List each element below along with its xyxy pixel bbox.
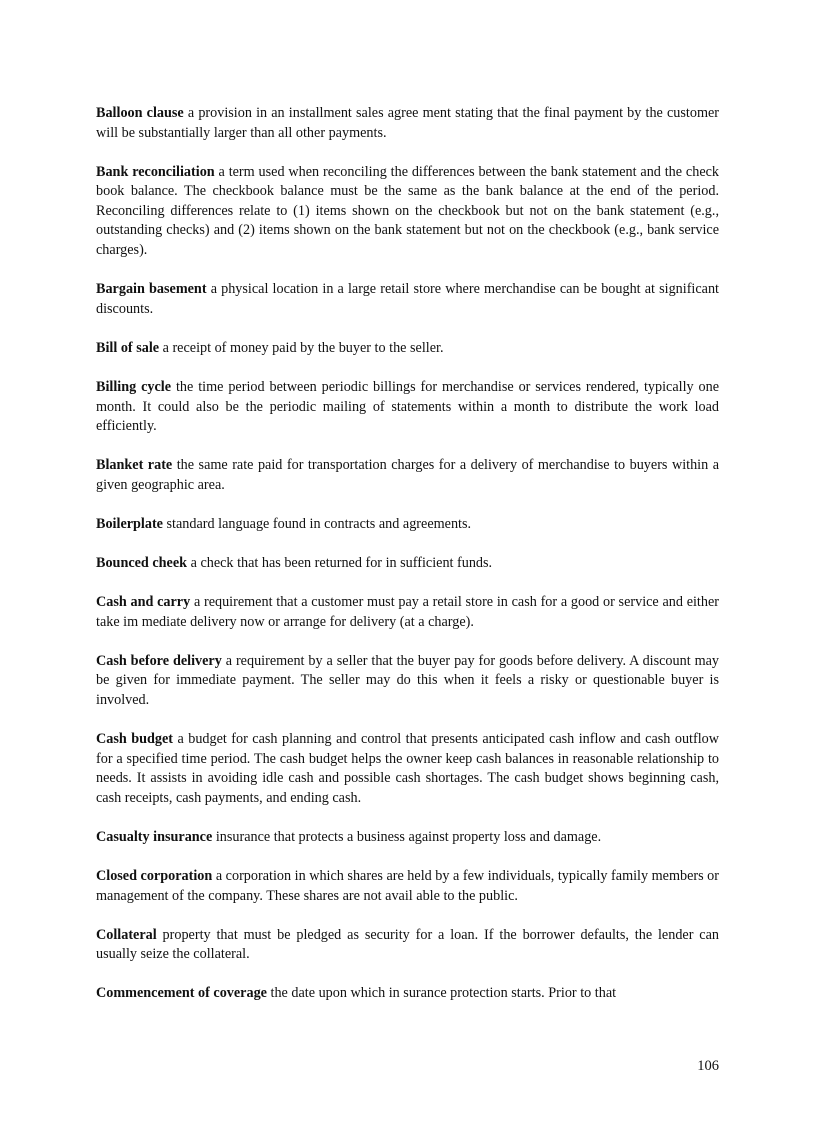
glossary-definition: a receipt of money paid by the buyer to the seller. xyxy=(162,339,444,356)
glossary-term: Bill of sale xyxy=(96,339,160,356)
glossary-term: Cash budget xyxy=(96,731,173,748)
glossary-entry xyxy=(96,828,719,848)
glossary-entry xyxy=(96,652,719,711)
glossary-term: Cash and carry xyxy=(96,594,191,611)
glossary-entry xyxy=(96,280,719,319)
glossary-definition: insurance that protects a business against property loss and damage. xyxy=(215,828,602,845)
glossary-entry xyxy=(96,984,719,1004)
glossary-entry xyxy=(96,163,719,261)
glossary-entry xyxy=(96,554,719,574)
glossary-definition: a check that has been returned for in sufficient funds. xyxy=(190,555,493,571)
glossary-definition: a provision in an installment sales agree ment stating that the final payment by the customer will be substantially larger than all other payments. xyxy=(96,105,720,141)
glossary-definition: a requirement that a customer must pay a retail store in cash for a good or service and either take im mediate delivery now or arrange for delivery (at a charge). xyxy=(96,594,719,630)
glossary-definition: a term used when reconciling the differences between the bank statement and the check book balance. The checkbook balance must be the same as the bank balance at the end of the period. Reconciling differences relate to (1) items shown on the checkbook but not on the bank statement (e.g., outstanding checks) and (2) items shown on the bank statement but not on the checkbook (e.g., bank service charges). xyxy=(96,163,720,259)
glossary-term: Commencement of coverage xyxy=(96,985,267,1002)
glossary-term: Bargain basement xyxy=(96,281,207,298)
glossary-definition: a physical location in a large retail store where merchandise can be bought at significant discounts. xyxy=(96,281,719,317)
glossary-term: Closed corporation xyxy=(96,868,213,885)
glossary-definition: the same rate paid for transportation charges for a delivery of merchandise to buyers within a given geographic area. xyxy=(96,457,719,493)
glossary-term: Bounced cheek xyxy=(96,555,188,571)
glossary-definition: a budget for cash planning and control that presents anticipated cash inflow and cash outflow for a specified time period. The cash budget helps the owner keep cash balances in reasonable relationship to needs. It assists in avoiding idle cash and possible cash shortages. The cash budget shows beginning cash, cash receipts, cash payments, and ending cash. xyxy=(96,731,719,806)
glossary-content xyxy=(96,104,719,1024)
glossary-entry xyxy=(96,378,719,437)
glossary-term: Boilerplate xyxy=(96,515,163,532)
glossary-term: Balloon clause xyxy=(96,105,184,121)
glossary-entry xyxy=(96,104,719,143)
glossary-entry xyxy=(96,593,719,632)
glossary-entry xyxy=(96,339,719,359)
glossary-entry xyxy=(96,456,719,495)
glossary-term: Casualty insurance xyxy=(96,828,213,845)
glossary-entry xyxy=(96,867,719,906)
glossary-term: Collateral xyxy=(96,926,157,943)
page-number: 106 xyxy=(697,1058,719,1074)
glossary-definition: a corporation in which shares are held by a few individuals, typically family members or management of the company. These shares are not avail able to the public. xyxy=(96,868,720,904)
glossary-definition: a requirement by a seller that the buyer pay for goods before delivery. A discount may be given for immediate payment. The seller may do this when it feels a risky or questionable buyer is involved. xyxy=(96,652,720,708)
glossary-entry xyxy=(96,730,719,808)
glossary-term: Cash before delivery xyxy=(96,652,222,669)
glossary-entry xyxy=(96,926,719,965)
glossary-definition: the time period between periodic billings for merchandise or services rendered, typically one month. It could also be the periodic mailing of statements within a month to distribute the work load efficiently. xyxy=(96,378,719,435)
glossary-definition: standard language found in contracts and agreements. xyxy=(166,515,472,532)
glossary-term: Billing cycle xyxy=(96,378,172,395)
glossary-definition: property that must be pledged as security for a loan. If the borrower defaults, the lender can usually seize the collateral. xyxy=(96,926,719,963)
glossary-definition: the date upon which in surance protection starts. Prior to that xyxy=(270,985,617,1002)
glossary-term: Bank reconciliation xyxy=(96,163,215,180)
glossary-term: Blanket rate xyxy=(96,457,173,474)
glossary-entry xyxy=(96,515,719,535)
